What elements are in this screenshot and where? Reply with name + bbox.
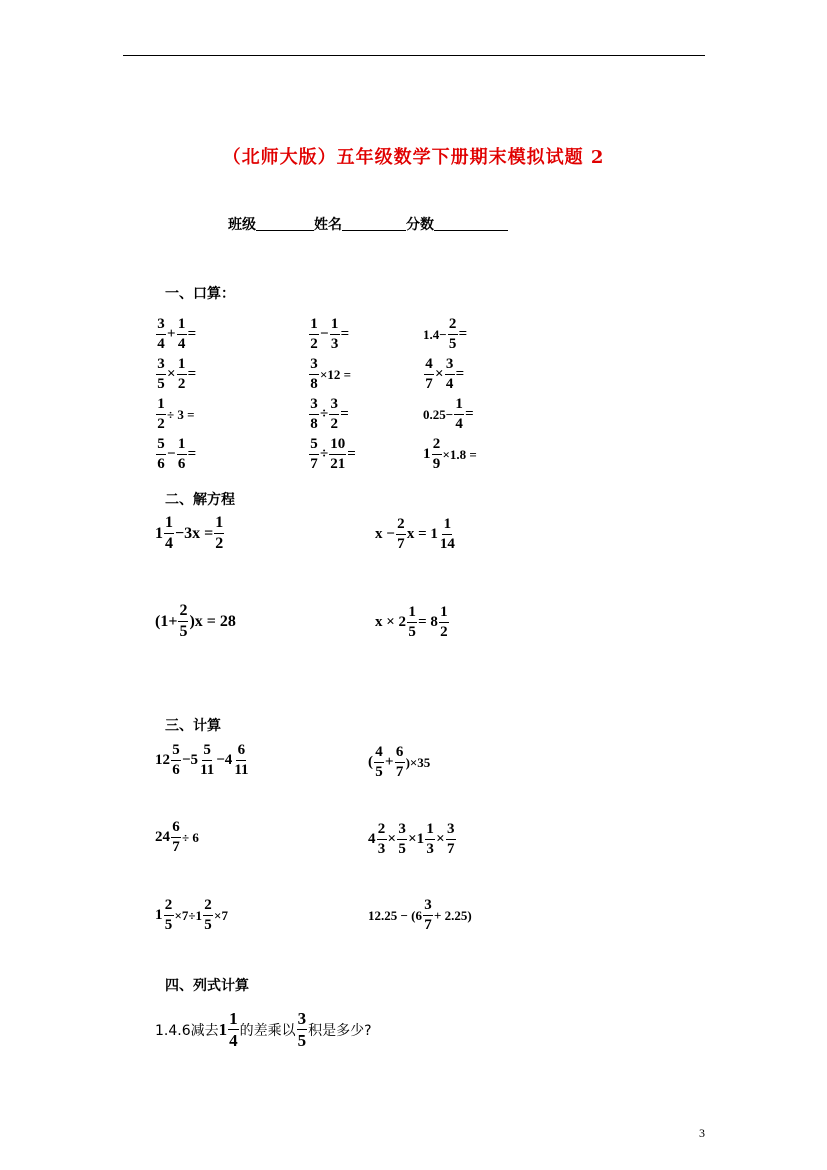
fraction [424, 357, 434, 392]
math-text: x − [375, 526, 395, 542]
numerator: 1 [177, 317, 187, 335]
numerator: 6 [236, 743, 246, 761]
student-info-line [228, 214, 508, 234]
fraction [425, 822, 435, 857]
fraction [156, 317, 166, 352]
numerator: 4 [374, 745, 384, 763]
math-text: ( [368, 754, 373, 770]
fraction [309, 437, 319, 472]
oral-item [308, 357, 351, 392]
math-text: + [167, 326, 176, 342]
oral-item [308, 437, 356, 472]
oral-item [155, 357, 196, 392]
math-text: ×12 = [320, 367, 352, 382]
math-text: ×7 [214, 908, 228, 923]
math-text: × [436, 831, 445, 847]
fraction [156, 397, 166, 432]
denominator: 21 [330, 456, 346, 472]
fraction [454, 397, 464, 432]
denominator: 7 [395, 764, 404, 780]
oral-item [423, 357, 464, 392]
numerator: 1 [330, 317, 340, 335]
math-text: × [435, 366, 444, 382]
fraction [329, 437, 346, 472]
math-text: 积是多少? [308, 1022, 372, 1039]
section-equations-heading: 二、解方程 [165, 492, 235, 508]
denominator: 5 [157, 376, 165, 392]
numerator: 3 [446, 822, 456, 840]
fraction [203, 898, 213, 933]
equation-item [375, 605, 450, 640]
math-text: = [187, 326, 197, 342]
section-calc-heading: 三、计算 [165, 718, 221, 734]
math-text: 12 [155, 752, 170, 768]
calc-item [368, 898, 472, 933]
math-text: 1 [155, 907, 163, 923]
numerator: 2 [178, 603, 188, 622]
class-label: 班级 [228, 217, 256, 233]
denominator: 7 [425, 376, 433, 392]
calc-item [155, 898, 228, 933]
fraction [395, 745, 405, 780]
fraction [156, 357, 166, 392]
numerator: 2 [164, 898, 174, 916]
oral-item [308, 317, 349, 352]
fraction [374, 745, 384, 780]
oral-item [155, 437, 196, 472]
denominator: 2 [177, 376, 186, 392]
denominator: 11 [200, 762, 215, 778]
math-text: 4 [368, 831, 376, 847]
fraction [329, 397, 339, 432]
denominator: 5 [398, 841, 406, 857]
numerator: 2 [203, 898, 213, 916]
math-text: ÷ 6 [182, 830, 199, 845]
equation-item [375, 517, 457, 552]
oral-item [155, 397, 195, 432]
denominator: 6 [172, 762, 180, 778]
calc-item [368, 745, 430, 780]
page-title: （北师大版）五年级数学下册期末模拟试题 2 [222, 147, 605, 168]
math-text: = [455, 366, 465, 382]
denominator: 5 [179, 623, 188, 640]
numerator: 3 [297, 1009, 307, 1028]
math-text: x = 1 [406, 526, 438, 542]
denominator: 5 [204, 917, 212, 933]
denominator: 11 [234, 762, 249, 778]
fraction [330, 317, 340, 352]
numerator: 3 [156, 317, 166, 335]
score-blank[interactable] [434, 216, 508, 231]
denominator: 5 [164, 917, 173, 933]
fraction [309, 317, 319, 352]
math-text: −4 [216, 752, 233, 768]
numerator: 3 [309, 357, 319, 375]
numerator: 1 [442, 517, 452, 535]
math-text: 的差乘以 [239, 1022, 296, 1039]
fraction [439, 517, 456, 552]
math-text: )x = 28 [189, 612, 236, 630]
name-blank[interactable] [342, 216, 406, 231]
math-text: − [320, 326, 329, 342]
page-number: 3 [699, 1126, 705, 1140]
math-text: −3x = [175, 524, 214, 542]
numerator: 4 [424, 357, 434, 375]
calc-item [155, 820, 199, 855]
fraction [164, 898, 174, 933]
fraction [377, 822, 387, 857]
denominator: 7 [310, 456, 318, 472]
fraction [171, 743, 181, 778]
calc-item [368, 822, 457, 857]
numerator: 3 [156, 357, 166, 375]
denominator: 6 [157, 456, 165, 472]
math-text: + 2.25) [434, 908, 472, 923]
oral-item [308, 397, 349, 432]
numerator: 2 [377, 822, 387, 840]
fraction [178, 603, 188, 640]
numerator: 10 [329, 437, 346, 455]
denominator: 7 [446, 841, 455, 857]
numerator: 1 [177, 357, 187, 375]
fraction [177, 437, 187, 472]
numerator: 1 [407, 605, 417, 623]
math-text: − [167, 446, 176, 462]
numerator: 3 [329, 397, 339, 415]
denominator: 2 [310, 336, 318, 352]
numerator: 1 [156, 397, 166, 415]
class-blank[interactable] [256, 216, 314, 231]
denominator: 5 [297, 1031, 307, 1050]
numerator: 2 [448, 317, 458, 335]
section-word-heading: 四、列式计算 [165, 978, 249, 994]
math-text: −5 [182, 752, 199, 768]
math-text: 1.4.6减去 [155, 1022, 219, 1039]
numerator: 2 [396, 517, 406, 535]
fraction [309, 357, 319, 392]
oral-item [423, 437, 477, 472]
word-problem [155, 1010, 372, 1049]
math-text: = [465, 406, 474, 422]
math-text: ×1 [408, 831, 425, 847]
denominator: 4 [445, 376, 454, 392]
numerator: 1 [164, 515, 174, 534]
fraction [446, 822, 456, 857]
denominator: 5 [375, 764, 383, 780]
denominator: 5 [408, 624, 416, 640]
name-label: 姓名 [314, 217, 342, 233]
denominator: 14 [439, 536, 455, 552]
numerator: 3 [445, 357, 455, 375]
fraction [397, 822, 407, 857]
fraction [445, 357, 455, 392]
math-text: 1 [155, 524, 163, 542]
fraction [448, 317, 458, 352]
oral-item [155, 317, 196, 352]
equation-item [155, 515, 225, 552]
numerator: 3 [397, 822, 407, 840]
denominator: 7 [424, 917, 432, 933]
denominator: 8 [310, 376, 318, 392]
math-text: ÷ [320, 446, 329, 462]
math-text: + [385, 754, 394, 770]
math-text: 1.4− [423, 327, 447, 342]
oral-item [423, 317, 467, 352]
denominator: 4 [157, 336, 165, 352]
fraction [214, 515, 224, 552]
denominator: 9 [432, 456, 441, 472]
fraction [309, 397, 319, 432]
denominator: 8 [310, 416, 318, 432]
numerator: 5 [171, 743, 181, 761]
calc-item [155, 743, 251, 778]
denominator: 7 [172, 839, 180, 855]
math-text: = 8 [418, 614, 438, 630]
denominator: 4 [177, 336, 186, 352]
numerator: 3 [423, 898, 433, 916]
fraction [439, 605, 449, 640]
fraction [233, 743, 249, 778]
math-text: 24 [155, 829, 170, 845]
denominator: 6 [177, 456, 186, 472]
numerator: 5 [202, 743, 212, 761]
numerator: 1 [454, 397, 464, 415]
math-text: ×7÷1 [174, 908, 203, 923]
numerator: 2 [432, 437, 442, 455]
math-text: ÷ 3 = [167, 407, 195, 422]
math-text: )×35 [405, 755, 431, 770]
fraction [432, 437, 442, 472]
numerator: 1 [214, 515, 224, 534]
math-text: ×1.8 = [442, 447, 477, 462]
denominator: 2 [440, 624, 448, 640]
numerator: 1 [425, 822, 435, 840]
math-text: ÷ [320, 406, 329, 422]
math-text: = [347, 446, 356, 462]
math-text: × [167, 366, 176, 382]
math-text: = [458, 326, 468, 342]
fraction [177, 357, 187, 392]
denominator: 7 [397, 536, 405, 552]
math-text: = [187, 366, 197, 382]
denominator: 3 [330, 336, 339, 352]
fraction [156, 437, 166, 472]
denominator: 3 [377, 841, 386, 857]
numerator: 3 [309, 397, 319, 415]
math-text: 12.25 − (6 [368, 908, 422, 923]
numerator: 1 [309, 317, 319, 335]
score-label: 分数 [406, 217, 434, 233]
numerator: 6 [395, 745, 405, 763]
denominator: 4 [229, 1031, 238, 1050]
denominator: 2 [215, 535, 224, 552]
denominator: 4 [455, 416, 463, 432]
header-rule [123, 55, 705, 56]
numerator: 6 [171, 820, 181, 838]
denominator: 5 [448, 336, 457, 352]
math-text: 1 [423, 446, 431, 462]
math-text: = [187, 446, 197, 462]
section-oral-heading: 一、口算： [165, 286, 235, 302]
numerator: 1 [439, 605, 449, 623]
fraction [199, 743, 215, 778]
numerator: 1 [177, 437, 187, 455]
fraction [164, 515, 174, 552]
numerator: 1 [229, 1009, 238, 1028]
fraction [171, 820, 181, 855]
math-text: × [387, 831, 397, 847]
math-text: x × 2 [375, 614, 407, 630]
fraction [228, 1010, 239, 1049]
numerator: 5 [156, 437, 166, 455]
denominator: 3 [426, 841, 434, 857]
oral-item [423, 397, 474, 432]
fraction [297, 1010, 308, 1049]
fraction [396, 517, 406, 552]
fraction [177, 317, 187, 352]
math-text: = [340, 406, 349, 422]
math-text: 0.25− [423, 407, 454, 422]
math-text: = [340, 326, 350, 342]
numerator: 5 [309, 437, 319, 455]
equation-item [155, 603, 236, 640]
denominator: 2 [330, 416, 338, 432]
fraction [407, 605, 417, 640]
fraction [423, 898, 433, 933]
math-text: 1 [218, 1020, 228, 1039]
math-text: (1+ [155, 612, 178, 630]
denominator: 2 [157, 416, 165, 432]
denominator: 4 [165, 535, 173, 552]
